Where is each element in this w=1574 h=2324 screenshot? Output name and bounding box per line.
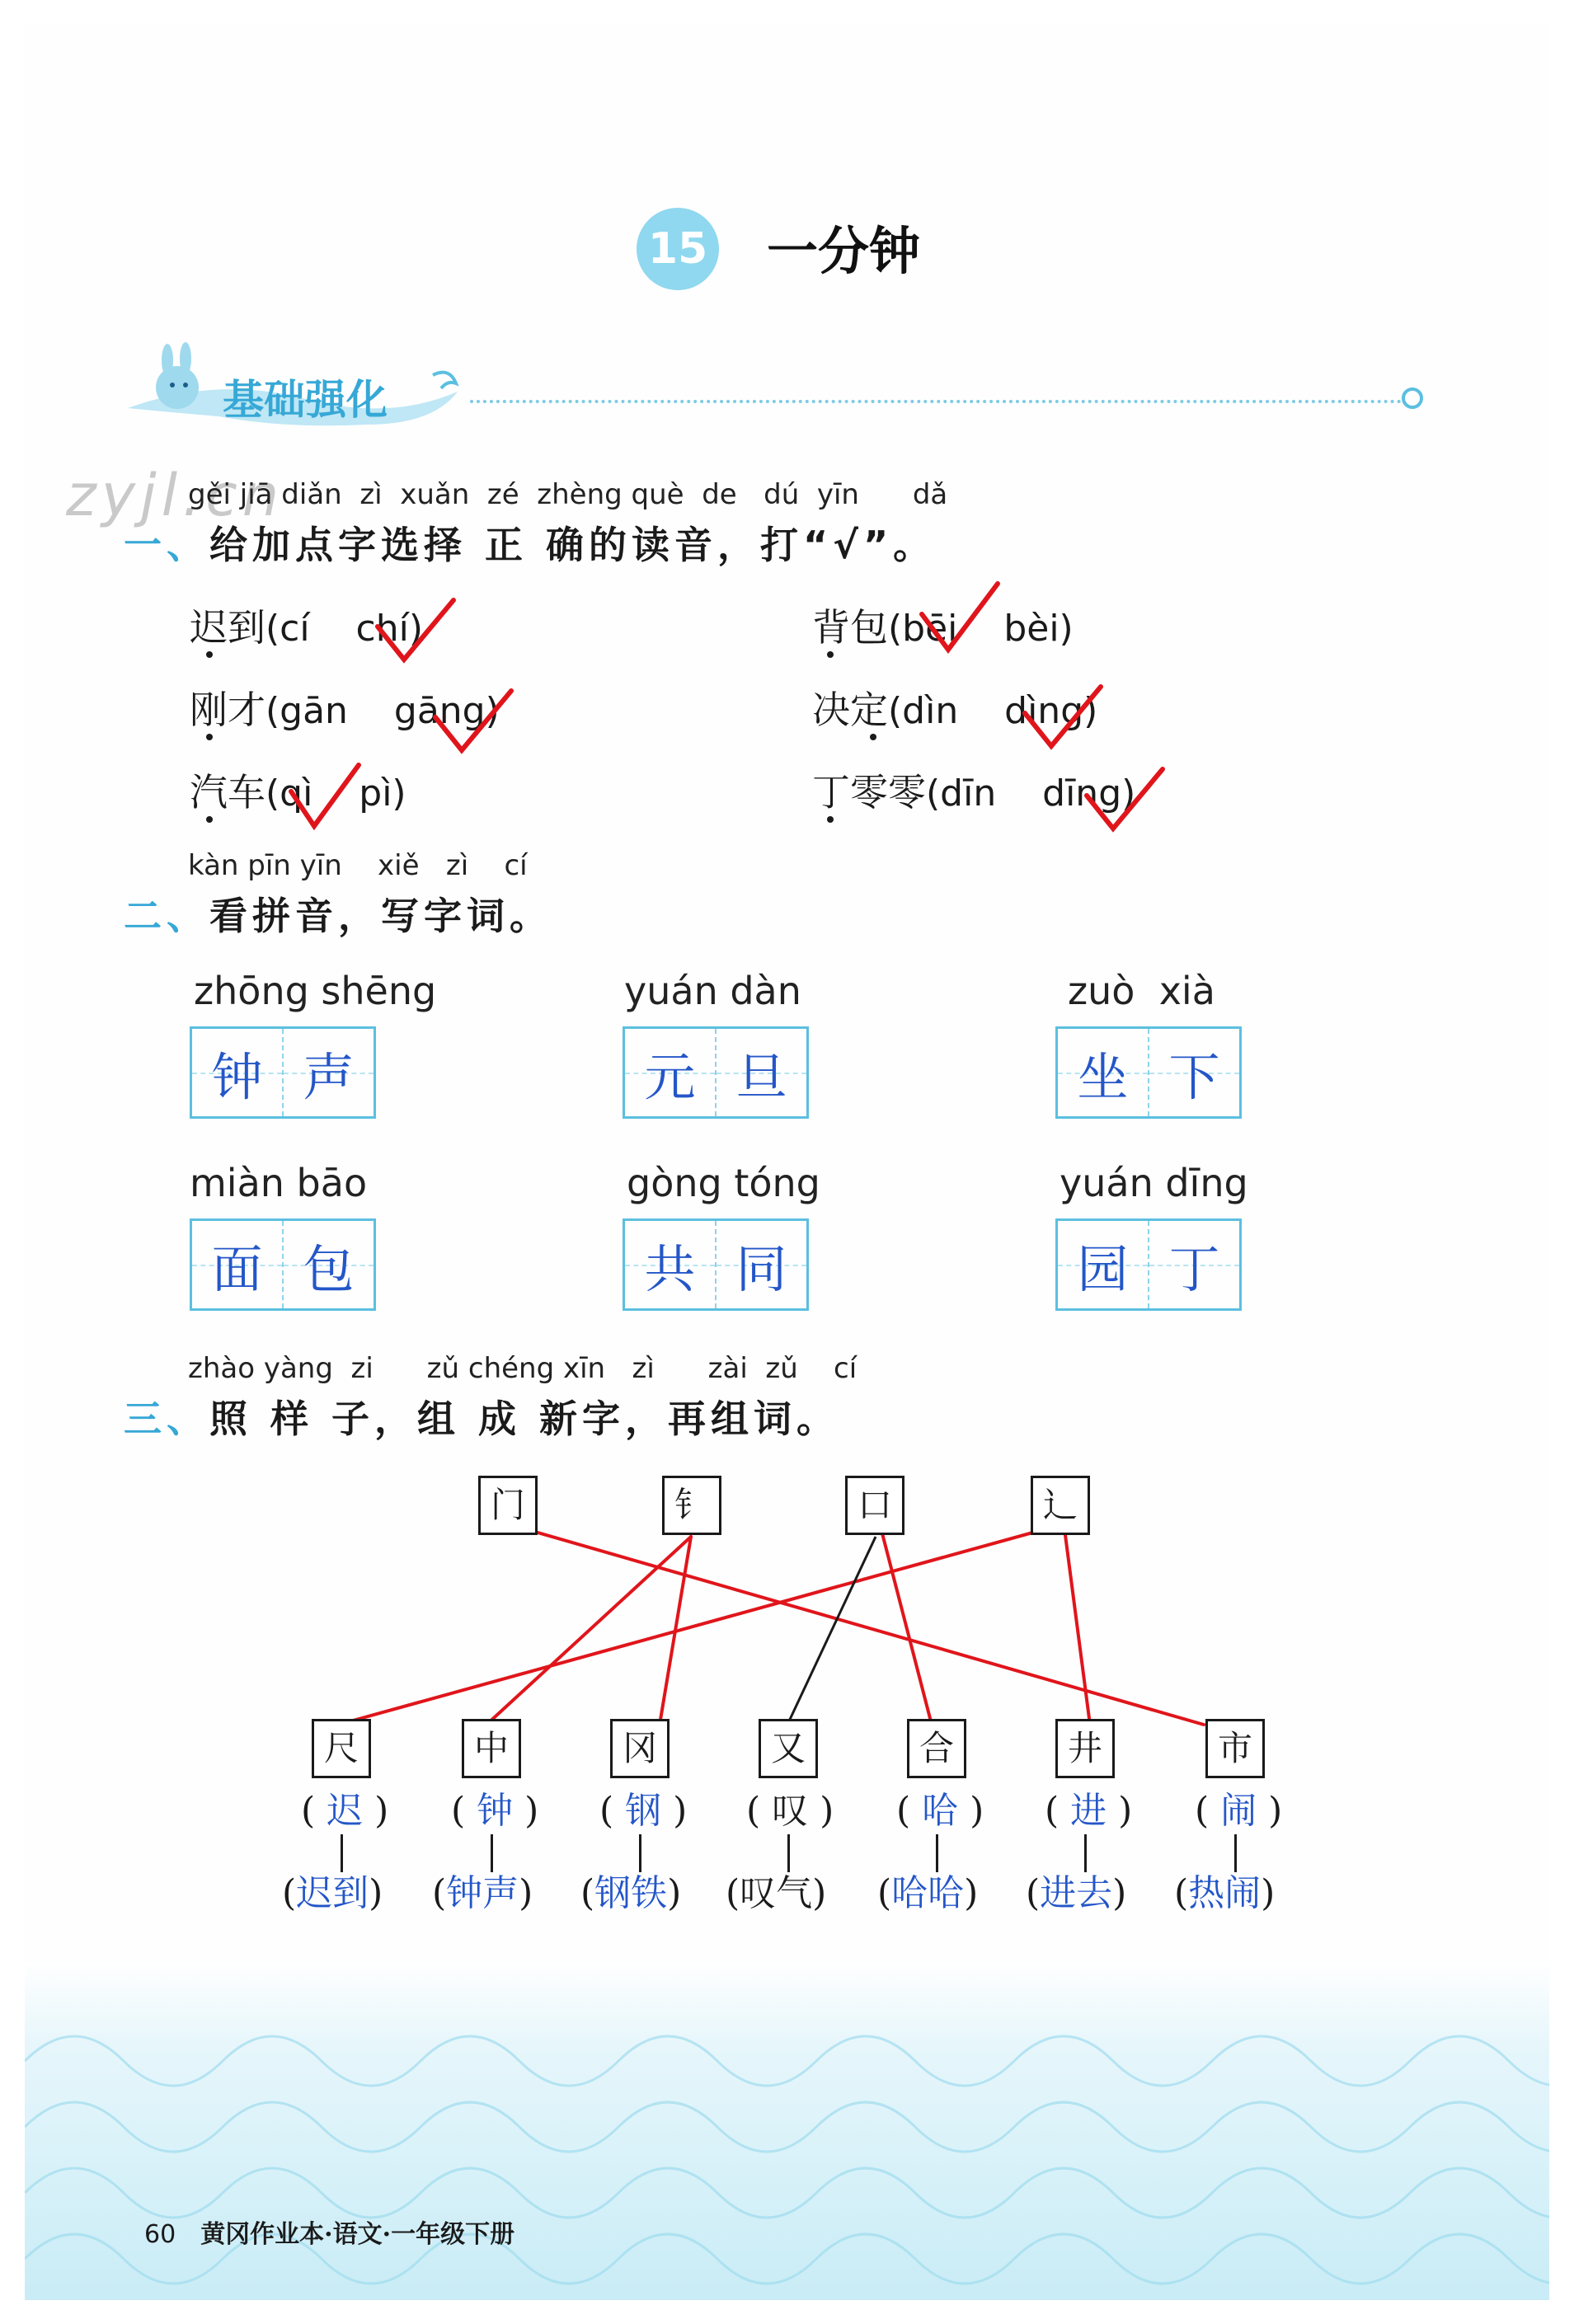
word-example: 叹气 [740, 1872, 813, 1914]
q1-options: (bēi bèi) [888, 608, 1074, 650]
q2-item-pinyin: zuò xià [1068, 969, 1215, 1013]
word-answer: (进去) [1026, 1872, 1127, 1914]
new-char-answer: ( 钟 ) [451, 1790, 539, 1832]
radical-box: 辶 [1031, 1476, 1090, 1535]
part-box: 又 [759, 1719, 818, 1778]
lesson-title: 一分钟 [767, 221, 921, 281]
q1-number: 一、 [124, 523, 209, 567]
word-answer: (热闹) [1174, 1872, 1276, 1914]
q1-options: (gān gāng) [265, 690, 500, 732]
new-char-answer: ( 哈 ) [896, 1790, 984, 1832]
q3-text: 照 样 子，组 成 新字，再组词。 [209, 1397, 840, 1441]
word-answer: (钟声) [432, 1872, 533, 1914]
q2-item-pinyin: gòng tóng [627, 1161, 820, 1205]
word-answer: (哈哈) [877, 1872, 979, 1914]
q1-word: 汽车 [190, 770, 265, 815]
q1-word: 刚才 [190, 688, 265, 732]
answer-char: 包 [303, 1238, 355, 1299]
answer-char: 声 [303, 1046, 355, 1107]
answer-char: 同 [735, 1238, 787, 1299]
q3-pinyin: zhào yàng zi zǔ chéng xīn zì zài zǔ cí [188, 1352, 857, 1385]
q2-item-pinyin: yuán dàn [624, 969, 801, 1013]
new-char-answer: ( 进 ) [1045, 1790, 1133, 1832]
part-box: 井 [1055, 1719, 1115, 1778]
new-char: 进 [1070, 1790, 1107, 1832]
new-char-answer: ( 钢 ) [599, 1790, 688, 1832]
part-box: 尺 [312, 1719, 371, 1778]
q1-options: (dìn dìng) [888, 690, 1098, 732]
q2-item-pinyin: yuán dīng [1060, 1161, 1248, 1205]
watermark: zyjl.cn [66, 462, 284, 529]
part-box: 中 [462, 1719, 521, 1778]
match-line [518, 1527, 1204, 1725]
match-line [338, 1525, 1060, 1725]
page-footer [144, 2214, 514, 2250]
q2-item-pinyin: zhōng shēng [194, 969, 437, 1013]
q1-options: (dīn dīng) [926, 772, 1136, 815]
radical-box: 口 [845, 1476, 904, 1535]
answer-char: 坐 [1077, 1046, 1129, 1107]
word: 进去 [1040, 1872, 1113, 1914]
new-char-example: 叹 [772, 1790, 809, 1832]
answer-char: 元 [644, 1046, 696, 1107]
q2-number: 二、 [124, 894, 209, 938]
word-answer: (钢铁) [580, 1872, 682, 1914]
q1-word: 丁零零 [812, 770, 926, 815]
word: 迟到 [296, 1872, 369, 1914]
book-title: 黄冈作业本·语文·一年级下册 [200, 2220, 515, 2249]
radical-box: 门 [478, 1476, 538, 1535]
answer-char: 丁 [1168, 1238, 1220, 1299]
answer-char: 共 [644, 1238, 696, 1299]
word: 钟声 [446, 1872, 519, 1914]
new-char: 钢 [625, 1790, 662, 1832]
q2-text: 看拼音，写字词。 [209, 894, 552, 938]
new-char-answer: ( 闹 ) [1195, 1790, 1283, 1832]
q2-pinyin: kàn pīn yīn xiě zì cí [188, 849, 528, 882]
answer-char: 钟 [211, 1046, 263, 1107]
q1-word: 决定 [812, 688, 888, 732]
word: 哈哈 [891, 1872, 965, 1914]
answer-char: 旦 [735, 1046, 787, 1107]
q1-pinyin: gěi jiā diǎn zì xuǎn zé zhèng què de dú yīn dǎ [188, 478, 948, 511]
new-char: 迟 [327, 1790, 364, 1832]
new-char: 闹 [1220, 1790, 1257, 1832]
word-answer: (叹气) [726, 1872, 827, 1914]
answer-char: 面 [211, 1238, 263, 1299]
q1-word: 背包 [812, 605, 888, 650]
word-answer: (迟到) [282, 1872, 383, 1914]
lesson-number-badge: 15 [637, 208, 719, 290]
new-char-answer: ( 叹 ) [746, 1790, 834, 1832]
q1-text: 给加点字选择 正 确的读音，打“√”。 [209, 523, 937, 567]
page-number: 60 [144, 2220, 176, 2249]
match-line [1065, 1535, 1090, 1725]
q3-number: 三、 [124, 1397, 209, 1441]
new-char: 钟 [477, 1790, 514, 1832]
q2-item-pinyin: miàn bāo [190, 1161, 368, 1205]
word: 热闹 [1188, 1872, 1262, 1914]
new-char-answer: ( 迟 ) [301, 1790, 389, 1832]
new-char: 哈 [922, 1790, 959, 1832]
q1-options: (cí chí) [265, 608, 423, 650]
answer-char: 园 [1077, 1238, 1129, 1299]
match-line-example [787, 1537, 876, 1725]
part-box: 合 [907, 1719, 966, 1778]
word: 钢铁 [594, 1872, 668, 1914]
radical-box: 钅 [662, 1476, 721, 1535]
match-line [486, 1537, 691, 1725]
answer-char: 下 [1168, 1046, 1220, 1107]
part-box: 冈 [610, 1719, 670, 1778]
part-box: 市 [1205, 1719, 1265, 1778]
q1-options: (qì pì) [265, 772, 406, 815]
section-banner-title: 基础强化 [223, 376, 388, 424]
q1-word: 迟到 [190, 605, 265, 650]
